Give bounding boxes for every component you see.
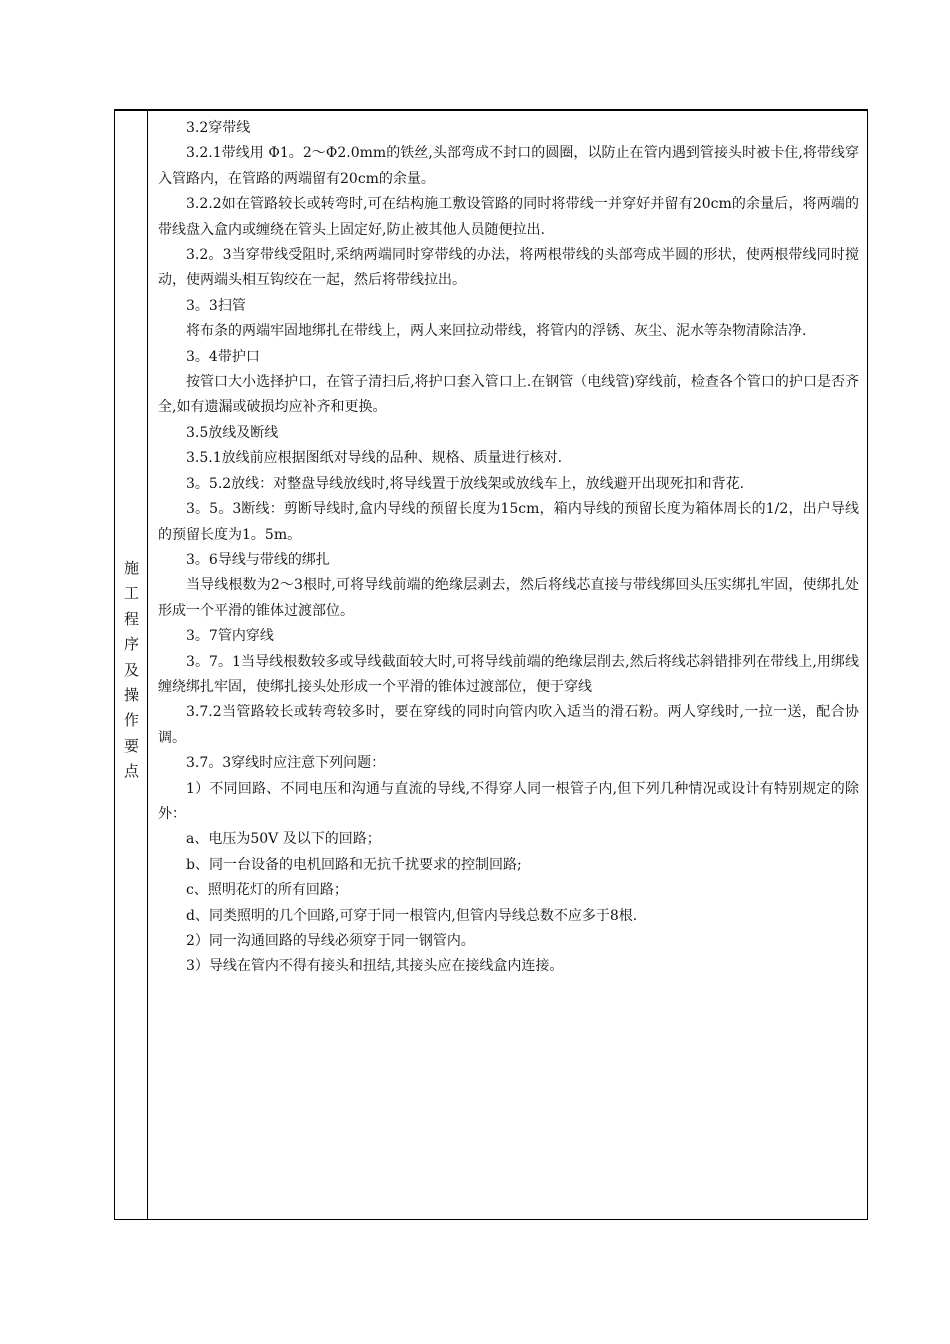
list-item: 1）不同回路、不同电压和沟通与直流的导线,不得穿人同一根管子内,但下列几种情况或设计有特别规定的除外： <box>158 780 859 822</box>
section-heading: 3。7管内穿线 <box>186 628 274 645</box>
paragraph: 3.7。3穿线时应注意下列问题： <box>186 755 386 772</box>
list-item: 2）同一沟通回路的导线必须穿于同一钢管内。 <box>186 933 475 949</box>
list-item: c、照明花灯的所有回路； <box>186 882 348 899</box>
paragraph: 当导线根数为2～3根时,可将导线前端的绝缘层剥去，然后将线芯直接与带线绑回头压实绑扎牢固，使绑扎处形成一个平滑的锥体过渡部位。 <box>158 577 859 619</box>
list-item: b、同一台设备的电机回路和无抗千扰要求的控制回路; <box>186 856 522 873</box>
side-label: 施 工 程 序 及 操 作 要 点 <box>123 559 139 781</box>
content-cell <box>148 111 867 980</box>
section-heading: 3。4带护口 <box>186 348 260 365</box>
paragraph: 3。5.2放线：对整盘导线放线时,将导线置于放线架或放线车上，放线避开出现死扣和背花. <box>186 475 745 492</box>
paragraph: 3.5.1放线前应根据图纸对导线的品种、规格、质量进行核对. <box>186 450 563 467</box>
procedure-table <box>114 109 868 1220</box>
list-item: a、电压为50V 及以下的回路； <box>186 831 381 848</box>
paragraph: 3.7.2当管路较长或转弯较多时，要在穿线的同时向管内吹入适当的滑石粉。两人穿线时,一拉一送，配合协调。 <box>158 704 859 746</box>
paragraph: 3。7。1当导线根数较多或导线截面较大时,可将导线前端的绝缘层削去,然后将线芯斜错排列在带线上,用绑线缠绕绑扎牢固，使绑扎接头处形成一个平滑的锥体过渡部位，便于穿线 <box>158 653 859 695</box>
paragraph: 3.2.2如在管路较长或转弯时,可在结构施工敷设管路的同时将带线一并穿好并留有20cm的余量后，将两端的带线盘入盒内或缠绕在管头上固定好,防止被其他人员随便拉出. <box>158 196 859 238</box>
section-heading: 3.5放线及断线 <box>186 424 279 441</box>
list-item: 3）导线在管内不得有接头和扭结,其接头应在接线盒内连接。 <box>186 958 564 975</box>
paragraph: 将布条的两端牢固地绑扎在带线上，两人来回拉动带线，将管内的浮锈、灰尘、泥水等杂物清除洁净. <box>186 323 807 340</box>
section-heading: 3.2穿带线 <box>186 120 251 136</box>
section-heading: 3。6导线与带线的绑扎 <box>186 551 330 568</box>
list-item: d、同类照明的几个回路,可穿于同一根管内,但管内导线总数不应多于8根. <box>186 907 638 924</box>
paragraph: 3。5。3断线：剪断导线时,盒内导线的预留长度为15cm，箱内导线的预留长度为箱体周长的1/2，出户导线的预留长度为1。5m。 <box>158 501 859 543</box>
section-heading: 3。3扫管 <box>186 297 246 314</box>
paragraph: 3.2。3当穿带线受阻时,采纳两端同时穿带线的办法，将两根带线的头部弯成半圆的形状，使两根带线同时搅动，使两端头相互钩绞在一起，然后将带线拉出。 <box>158 247 859 289</box>
label-cell <box>115 111 148 1219</box>
paragraph: 3.2.1带线用 Φ1。2～Φ2.0mm的铁丝,头部弯成不封口的圆圈，以防止在管内遇到管接头时被卡住,将带线穿入管路内，在管路的两端留有20cm的余量。 <box>158 145 859 187</box>
paragraph: 按管口大小选择护口，在管子清扫后,将护口套入管口上.在钢管（电线管)穿线前，检查各个管口的护口是否齐全,如有遗漏或破损均应补齐和更换。 <box>158 374 859 416</box>
